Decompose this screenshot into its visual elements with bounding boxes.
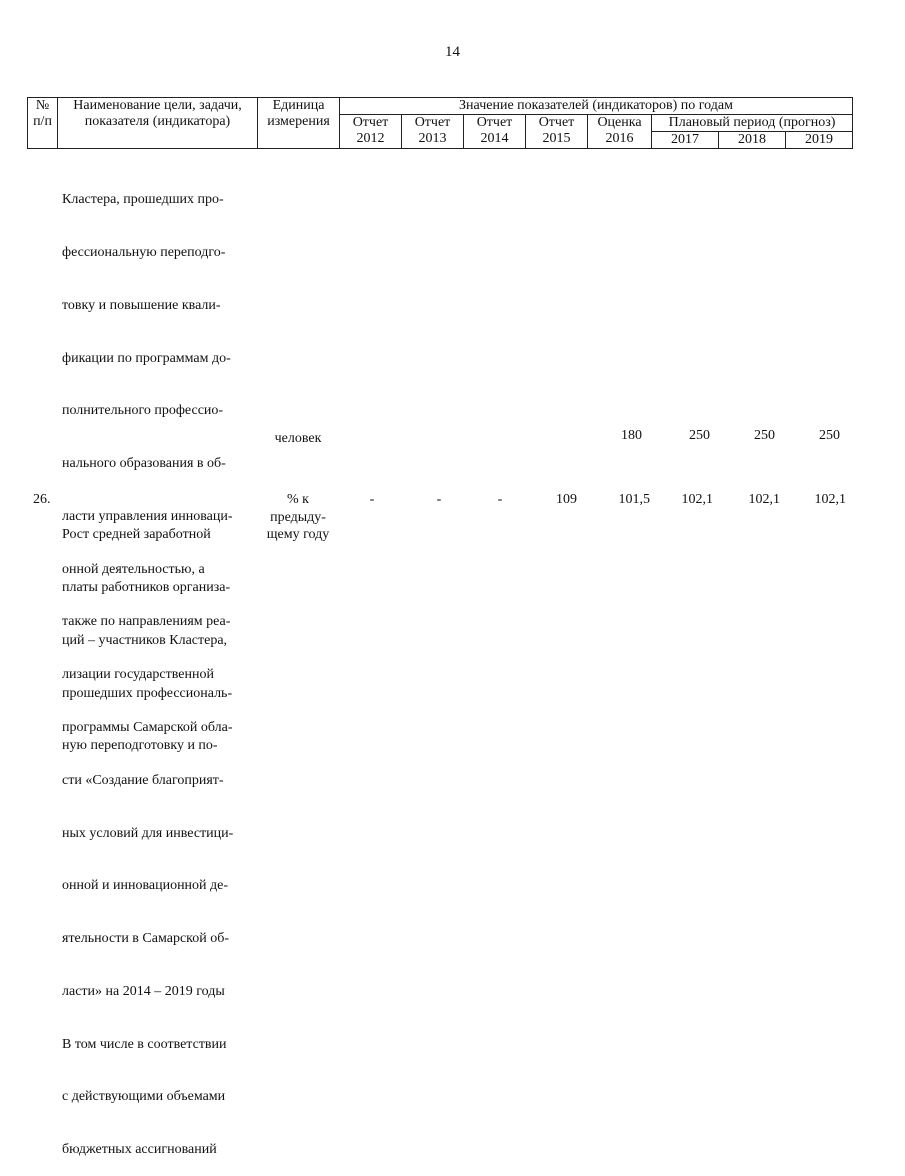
header-name-line1: Наименование цели, задачи, bbox=[73, 98, 242, 113]
header-plan-year-2019: 2019 bbox=[786, 132, 853, 149]
row-continued-name-line: товку и повышение квали- bbox=[62, 297, 221, 313]
header-values-group: Значение показателей (индикаторов) по годам bbox=[340, 98, 853, 115]
row-continued-name-line: ных условий для инвестици- bbox=[62, 825, 234, 841]
header-name-line2: показателя (индикатора) bbox=[84, 114, 231, 129]
row-26-unit bbox=[257, 491, 339, 544]
row-continued-value-2016: 180 bbox=[621, 428, 642, 443]
header-name-cell bbox=[58, 98, 258, 149]
row-continued-name-line: ласти» на 2014 – 2019 годы bbox=[62, 983, 225, 999]
header-unit-line1: Единица bbox=[272, 98, 325, 113]
row-26-value-2014: - bbox=[497, 492, 503, 507]
header-number-line1: № bbox=[35, 98, 50, 113]
header-plan-year-2018: 2018 bbox=[719, 132, 786, 149]
row-26-value-2019: 102,1 bbox=[814, 492, 846, 507]
header-number-cell bbox=[28, 98, 58, 149]
row-26-name-line: прошедших профессиональ- bbox=[62, 685, 233, 701]
header-year-label: Отчет bbox=[538, 115, 575, 130]
row-continued-value-2018: 250 bbox=[754, 428, 775, 443]
header-year-2014 bbox=[464, 115, 526, 149]
row-26-value-2017: 102,1 bbox=[681, 492, 713, 507]
row-continued-name-line: бюджетных ассигнований bbox=[62, 1142, 217, 1158]
row-continued-name-line: с действующими объемами bbox=[62, 1089, 226, 1105]
row-26-number: 26. bbox=[33, 492, 51, 507]
row-continued-name-line: полнительного профессио- bbox=[62, 403, 224, 419]
header-year-value: 2015 bbox=[542, 131, 571, 146]
header-year-value: 2013 bbox=[418, 131, 447, 146]
page-number: 14 bbox=[445, 44, 460, 60]
header-year-value: 2014 bbox=[480, 131, 509, 146]
row-continued-name-line: онной деятельностью, а bbox=[62, 561, 205, 577]
row-26-unit-line: % к bbox=[287, 492, 309, 507]
row-26-value-2012: - bbox=[369, 492, 375, 507]
header-year-value: 2016 bbox=[605, 131, 634, 146]
row-26-name-line: платы работников организа- bbox=[62, 579, 231, 595]
row-continued-name-line: фикации по программам до- bbox=[62, 350, 231, 366]
row-26-name bbox=[62, 491, 232, 773]
row-continued-value-2017: 250 bbox=[689, 428, 710, 443]
row-continued-name-line: Кластера, прошедших про- bbox=[62, 192, 224, 208]
row-26-value-2018: 102,1 bbox=[748, 492, 780, 507]
row-continued-name-line: нального образования в об- bbox=[62, 456, 226, 472]
row-26-name-line: Рост средней заработной bbox=[62, 527, 211, 543]
header-year-label: Оценка bbox=[597, 115, 642, 130]
header-year-label: Отчет bbox=[476, 115, 513, 130]
row-26-value-2016: 101,5 bbox=[618, 492, 650, 507]
row-continued-value-2019: 250 bbox=[819, 428, 840, 443]
row-continued-name-line: ятельности в Самарской об- bbox=[62, 931, 230, 947]
row-26-unit-line: щему году bbox=[266, 527, 330, 543]
header-year-2012 bbox=[340, 115, 402, 149]
header-year-value: 2012 bbox=[356, 131, 385, 146]
row-26-value-2013: - bbox=[436, 492, 442, 507]
header-year-label: Отчет bbox=[414, 115, 451, 130]
row-continued-name-line: онной и инновационной де- bbox=[62, 878, 229, 894]
header-number-line2: п/п bbox=[33, 114, 52, 129]
header-year-2015 bbox=[526, 115, 588, 149]
row-continued-unit: человек bbox=[274, 431, 322, 446]
row-26-name-line: ную переподготовку и по- bbox=[62, 738, 218, 754]
row-continued-name-line: также по направлениям реа- bbox=[62, 614, 231, 630]
header-year-2013 bbox=[402, 115, 464, 149]
row-continued-name-line: В том числе в соответствии bbox=[62, 1036, 227, 1052]
row-continued-name-line: лизации государственной bbox=[62, 667, 214, 683]
row-26-unit-line: предыду- bbox=[270, 509, 326, 525]
row-26-value-2015: 109 bbox=[556, 492, 577, 507]
row-continued-name-line: программы Самарской обла- bbox=[62, 720, 233, 735]
header-plan-year-2017: 2017 bbox=[652, 132, 719, 149]
header-planned-group: Плановый период (прогноз) bbox=[652, 115, 853, 132]
indicator-table-header bbox=[27, 97, 853, 149]
row-continued-name-line: сти «Создание благоприят- bbox=[62, 772, 224, 788]
header-unit-line2: измерения bbox=[267, 114, 330, 129]
row-continued-name-line: фессиональную переподго- bbox=[62, 244, 226, 260]
row-26-name-line: ций – участников Кластера, bbox=[62, 632, 228, 648]
header-year-label: Отчет bbox=[352, 115, 389, 130]
header-unit-cell bbox=[258, 98, 340, 149]
header-year-2016 bbox=[588, 115, 652, 149]
row-continued-name-line: ласти управления инноваци- bbox=[62, 508, 233, 524]
